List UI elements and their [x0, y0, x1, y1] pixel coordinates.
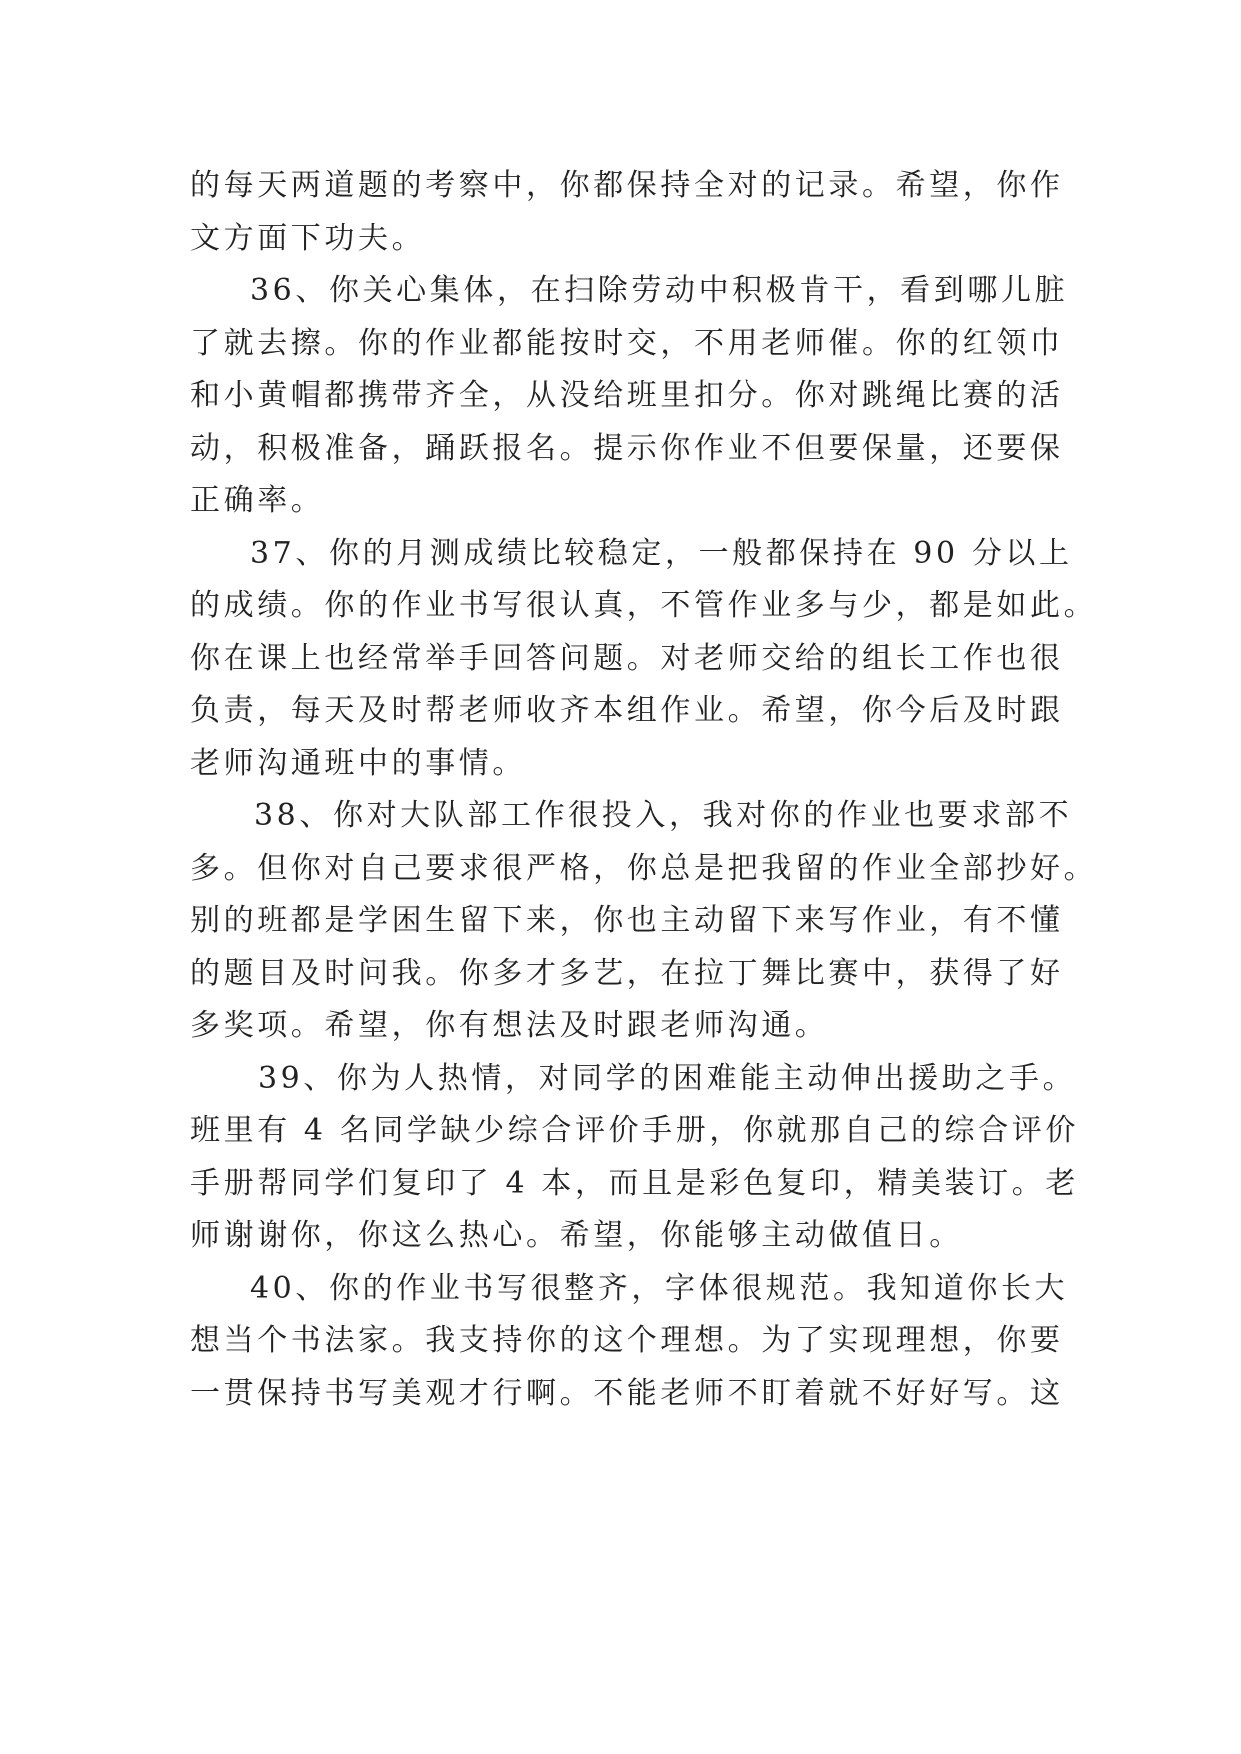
text-line: 多奖项。希望，你有想法及时跟老师沟通。: [190, 1008, 829, 1043]
text-line: 动，积极准备，踊跃报名。提示你作业不但要保量，还要保: [190, 430, 1064, 466]
text-line: 班里有 4 名同学缺少综合评价手册，你就那自己的综合评价: [190, 1113, 1079, 1148]
text-line: 你在课上也经常举手回答问题。对老师交给的组长工作也很: [190, 640, 1064, 676]
paragraph-38-start: 38、你对大队部工作很投入，我对你的作业也要求部不: [254, 798, 1073, 833]
text-line: 了就去擦。你的作业都能按时交，不用老师催。你的红领巾: [190, 325, 1064, 361]
text-line: 文方面下功夫。: [190, 220, 426, 256]
paragraph-40-start: 40、你的作业书写很整齐，字体很规范。我知道你长大: [250, 1270, 1069, 1306]
text-line: 多。但你对自己要求很严格，你总是把我留的作业全部抄好。: [190, 850, 1098, 886]
document-body: [190, 160, 1098, 1420]
text-line: 和小黄帽都携带齐全，从没给班里扣分。你对跳绳比赛的活: [190, 378, 1064, 413]
text-line: 手册帮同学们复印了 4 本，而且是彩色复印，精美装订。老: [190, 1165, 1079, 1201]
paragraph-39-start: 39、你为人热情，对同学的困难能主动伸出援助之手。: [258, 1060, 1077, 1096]
text-line: 老师沟通班中的事情。: [190, 745, 526, 781]
paragraph-37-start: 37、你的月测成绩比较稳定，一般都保持在 90 分以上: [250, 535, 1073, 571]
text-line: 别的班都是学困生留下来，你也主动留下来写作业，有不懂: [190, 903, 1064, 938]
text-line: 的每天两道题的考察中，你都保持全对的记录。希望，你作: [190, 168, 1064, 203]
paragraph-36-start: 36、你关心集体，在扫除劳动中积极肯干，看到哪儿脏: [250, 273, 1069, 308]
text-line: 正确率。: [190, 483, 325, 518]
text-line: 想当个书法家。我支持你的这个理想。为了实现理想，你要: [190, 1323, 1064, 1358]
text-line: 一贯保持书写美观才行啊。不能老师不盯着就不好好写。这: [190, 1375, 1064, 1411]
text-line: 的题目及时问我。你多才多艺，在拉丁舞比赛中，获得了好: [190, 955, 1064, 991]
text-line: 师谢谢你，你这么热心。希望，你能够主动做值日。: [190, 1218, 963, 1253]
text-line: 负责，每天及时帮老师收齐本组作业。希望，你今后及时跟: [190, 693, 1064, 728]
text-line: 的成绩。你的作业书写很认真，不管作业多与少，都是如此。: [190, 588, 1098, 623]
